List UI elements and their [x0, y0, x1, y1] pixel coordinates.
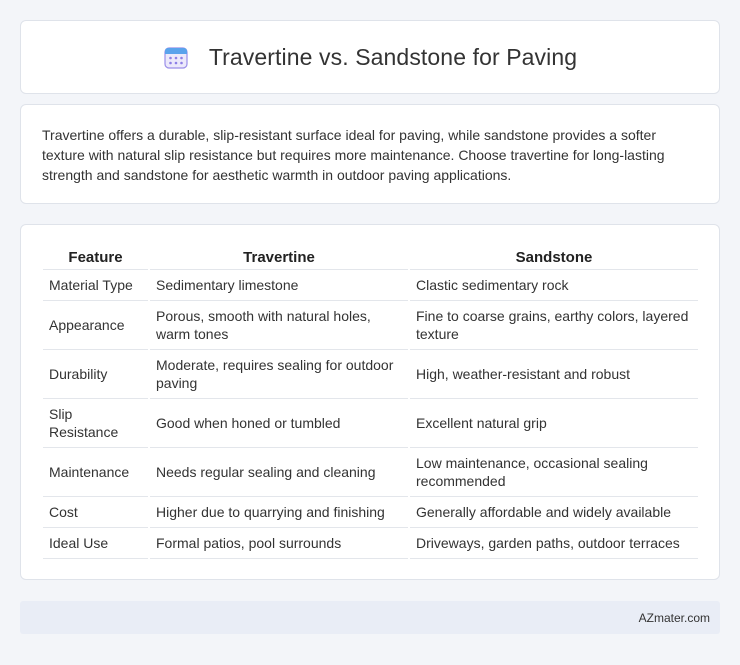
- travertine-cell: Formal patios, pool surrounds: [149, 527, 409, 558]
- feature-cell: Slip Resistance: [43, 398, 149, 447]
- feature-cell: Material Type: [43, 269, 149, 300]
- header-travertine: Travertine: [149, 245, 409, 269]
- table-row: [43, 496, 698, 527]
- header-sandstone: Sandstone: [409, 245, 698, 269]
- feature-cell: Ideal Use: [43, 527, 149, 558]
- travertine-cell: Porous, smooth with natural holes, warm tones: [149, 300, 409, 349]
- sandstone-cell: Fine to coarse grains, earthy colors, layered texture: [409, 300, 698, 349]
- feature-cell: Appearance: [43, 300, 149, 349]
- table-row: [43, 300, 698, 349]
- header-card: [20, 20, 720, 94]
- intro-card: [20, 104, 720, 204]
- table-row: [43, 527, 698, 558]
- intro-text: Travertine offers a durable, slip-resistant surface ideal for paving, while sandstone provides a softer texture with natural slip resistance but requires more maintenance. Choose travertine for long-lasting strength and sandstone for aesthetic warmth in outdoor paving applications.: [42, 127, 665, 183]
- table-row: [43, 398, 698, 447]
- calendar-icon: [163, 44, 189, 70]
- footer-site-link[interactable]: AZmater.com: [638, 610, 710, 625]
- travertine-cell: Needs regular sealing and cleaning: [149, 447, 409, 496]
- sandstone-cell: Driveways, garden paths, outdoor terraces: [409, 527, 698, 558]
- comparison-table: [43, 245, 698, 559]
- travertine-cell: Good when honed or tumbled: [149, 398, 409, 447]
- sandstone-cell: Generally affordable and widely available: [409, 496, 698, 527]
- page-title: Travertine vs. Sandstone for Paving: [208, 43, 578, 70]
- travertine-cell: Higher due to quarrying and finishing: [149, 496, 409, 527]
- travertine-cell: Moderate, requires sealing for outdoor paving: [149, 349, 409, 398]
- header-feature: Feature: [43, 245, 149, 269]
- sandstone-cell: Clastic sedimentary rock: [409, 269, 698, 300]
- table-row: [43, 269, 698, 300]
- feature-cell: Cost: [43, 496, 149, 527]
- sandstone-cell: High, weather-resistant and robust: [409, 349, 698, 398]
- travertine-cell: Sedimentary limestone: [149, 269, 409, 300]
- footer: [20, 601, 720, 634]
- comparison-table-card: [20, 224, 720, 580]
- feature-cell: Maintenance: [43, 447, 149, 496]
- title-wrap: [163, 44, 577, 71]
- feature-cell: Durability: [43, 349, 149, 398]
- sandstone-cell: Low maintenance, occasional sealing recommended: [409, 447, 698, 496]
- table-row: [43, 349, 698, 398]
- table-row: [43, 447, 698, 496]
- table-header-row: [43, 245, 698, 269]
- sandstone-cell: Excellent natural grip: [409, 398, 698, 447]
